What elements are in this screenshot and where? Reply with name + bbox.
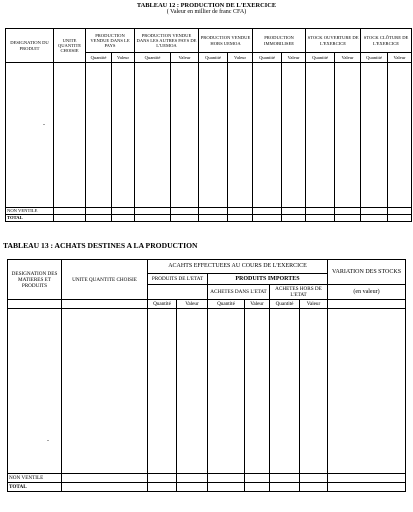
t12-row-non-ventile <box>6 208 412 215</box>
t13-row-label-total: TOTAL <box>8 483 62 492</box>
t13-header-variation: VARIATION DES STOCKS <box>328 260 406 285</box>
t12-body-cell <box>199 63 228 208</box>
t12-row-total <box>6 215 412 222</box>
t12-header-immobilisee: PRODUCTION IMMOBILISEE <box>253 29 306 53</box>
t12-header-designation: DESIGNATION DU PRODUIT <box>6 29 54 63</box>
t13-header-achetes-etat: ACHETES DANS L'ETAT <box>208 285 270 300</box>
t12-body-cell <box>112 63 135 208</box>
t12-subheader-valeur: Valeur <box>282 53 306 63</box>
table12-subtitle: ( Valeur en millier de franc CFA) <box>166 9 247 15</box>
t13-body-row <box>8 309 406 474</box>
t12-body-cell <box>388 63 412 208</box>
t13-header-achetes-hors: ACHETES HORS DE L'ETAT <box>270 285 328 300</box>
t13-dash-mark: - <box>47 438 49 444</box>
t12-subheader-quantite: Quantité <box>135 53 171 63</box>
t12-subheader-valeur: Valeur <box>112 53 135 63</box>
t13-body-cell <box>270 309 300 474</box>
t13-row-label-non-ventile: NON VENTILE <box>8 474 62 483</box>
t12-body-cell <box>135 63 171 208</box>
t12-header-stock-ouverture: STOCK OUVERTURE DE L'EXERCICE <box>306 29 361 53</box>
t13-header-unite: UNITE QUANTITE CHOISIE <box>62 260 148 300</box>
table13-title: TABLEAU 13 : ACHATS DESTINES A LA PRODUCTION <box>3 241 198 250</box>
t13-body-cell <box>328 309 406 474</box>
t12-body-cell <box>361 63 388 208</box>
t13-header-achats: ACAHTS EFFECTUEES AU COURS DE L'EXERCICE <box>148 260 328 274</box>
t12-header-unite: UNITE QUANTITE CHOISIE <box>54 29 86 63</box>
table12-title: TABLEAU 12 : PRODUCTION DE L'EXERCICE <box>136 2 277 9</box>
t13-subheader-quantite: Quantité <box>208 300 245 309</box>
t13-header-produits-importes: PRODUITS IMPORTES <box>208 274 328 285</box>
t12-subheader-quantite: Quantité <box>199 53 228 63</box>
t12-header-vendue-pays: PRODUCTION VENDUE DANS LE PAYS <box>86 29 135 53</box>
t12-subheader-valeur: Valeur <box>228 53 253 63</box>
t13-subheader-valeur: Valeur <box>177 300 208 309</box>
t13-header-produits-etat: PRODUITS DE L'ETAT <box>148 274 208 285</box>
t13-body-cell <box>300 309 328 474</box>
t12-subheader-quantite: Quantité <box>306 53 335 63</box>
t12-body-cell <box>86 63 112 208</box>
table13 <box>7 259 406 492</box>
t12-body-cell <box>335 63 361 208</box>
t13-row-non-ventile <box>8 474 406 483</box>
t12-subheader-valeur: Valeur <box>335 53 361 63</box>
t13-subheader-quantite: Quantité <box>270 300 300 309</box>
t12-body-cell <box>54 63 86 208</box>
t12-body-cell <box>282 63 306 208</box>
t12-subheader-quantite: Quantité <box>361 53 388 63</box>
t13-row-total <box>8 483 406 492</box>
t12-row-label-non-ventile: NON VENTILE <box>6 208 54 215</box>
t12-dash-mark: - <box>43 122 45 128</box>
t13-header-designation: DESIGNATION DES MATIERES ET PRODUITS <box>8 260 62 300</box>
t12-subheader-quantite: Quantité <box>86 53 112 63</box>
t12-header-vendue-hors: PRODUCTION VENDUE HORS UEMOA <box>199 29 253 53</box>
t12-body-cell <box>6 63 54 208</box>
t13-subheader-valeur: Valeur <box>300 300 328 309</box>
t13-subheader-quantite: Quantité <box>148 300 177 309</box>
t13-body-cell <box>62 309 148 474</box>
t12-header-vendue-uemoa: PRODUCTION VENDUE DANS LES AUTRES PAYS DE L'UEMOA <box>135 29 199 53</box>
t12-body-cell <box>306 63 335 208</box>
t13-body-cell <box>148 309 177 474</box>
t13-body-cell <box>8 309 62 474</box>
t13-header-en-valeur: (en valeur) <box>328 285 406 300</box>
t13-body-cell <box>245 309 270 474</box>
t12-body-cell <box>253 63 282 208</box>
t12-subheader-valeur: Valeur <box>388 53 412 63</box>
t12-subheader-quantite: Quantité <box>253 53 282 63</box>
t12-body-row <box>6 63 412 208</box>
t12-header-stock-cloture: STOCK CLÔTURE DE L'EXERCICE <box>361 29 412 53</box>
t13-body-cell <box>208 309 245 474</box>
table12 <box>5 28 412 222</box>
t12-body-cell <box>171 63 199 208</box>
t13-subheader-valeur: Valeur <box>245 300 270 309</box>
t12-body-cell <box>228 63 253 208</box>
t13-body-cell <box>177 309 208 474</box>
t12-row-label-total: TOTAL <box>6 215 54 222</box>
t12-subheader-valeur: Valeur <box>171 53 199 63</box>
